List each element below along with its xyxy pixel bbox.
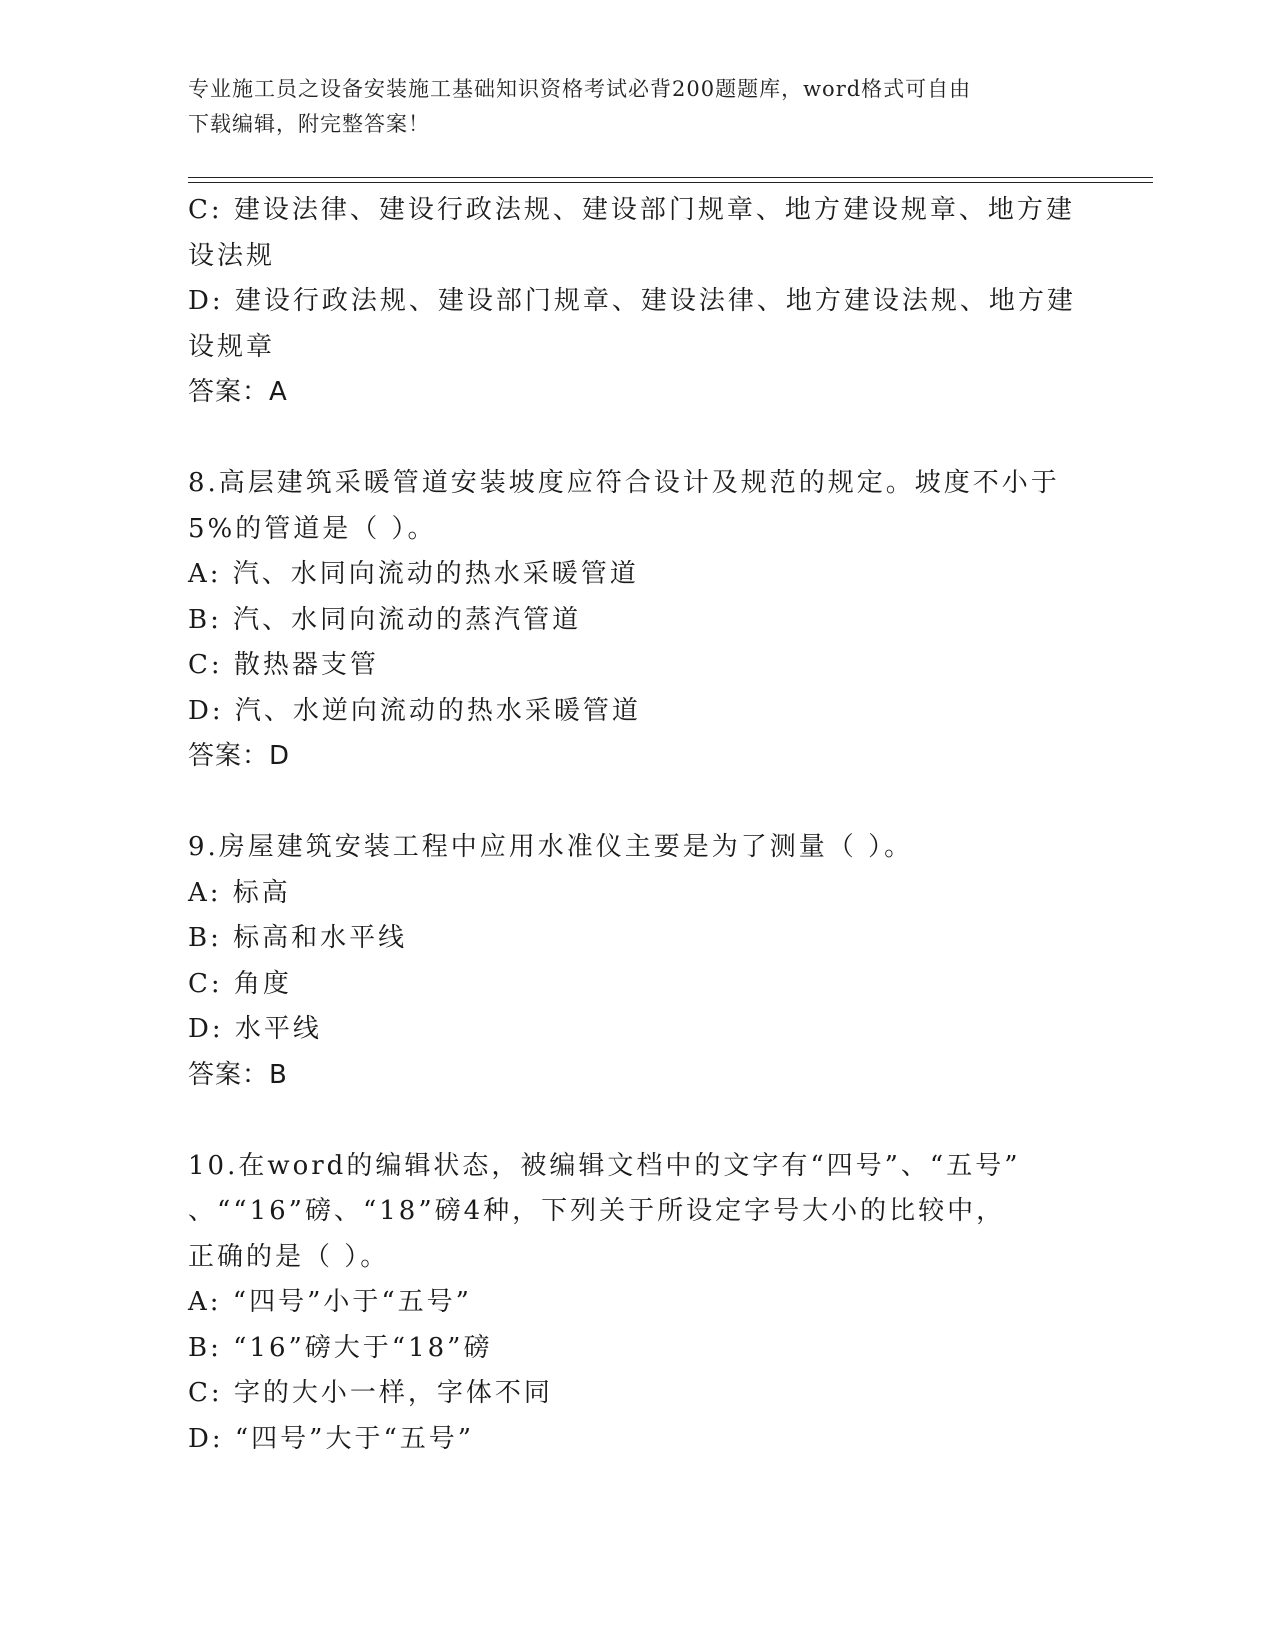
q7-option-d-line-1: D: 建设行政法规、建设部门规章、建设法律、地方建设法规、地方建	[188, 286, 1076, 316]
q10-option-d: D: “四号”大于“五号”	[188, 1423, 475, 1454]
q10-stem-line-3: 正确的是（ ）。	[188, 1241, 390, 1272]
header-title-line-1: 专业施工员之设备安装施工基础知识资格考试必背200题题库，word格式可自由	[188, 77, 972, 101]
q9-option-a: A: 标高	[188, 877, 291, 908]
q10-option-b: B: “16”磅大于“18”磅	[188, 1332, 493, 1363]
q9-option-c: C: 角度	[188, 968, 292, 999]
q8-option-b: B: 汽、水同向流动的蒸汽管道	[188, 604, 582, 635]
question-8	[188, 461, 1068, 780]
q7-answer: 答案：A	[188, 377, 288, 407]
q9-answer: 答案：B	[188, 1059, 288, 1090]
q10-option-c: C: 字的大小一样，字体不同	[188, 1378, 553, 1408]
question-9	[188, 825, 1068, 1098]
q7-option-c-line-1: C: 建设法律、建设行政法规、建设部门规章、地方建设规章、地方建	[188, 195, 1075, 225]
question-7-tail	[188, 188, 1076, 416]
header-title-line-2: 下载编辑，附完整答案！	[188, 112, 430, 136]
question-10	[188, 1144, 1068, 1463]
q9-option-b: B: 标高和水平线	[188, 923, 408, 953]
spacer	[188, 416, 1068, 462]
spacer	[188, 780, 1068, 826]
q8-stem-line-2: 5%的管道是（ ）。	[188, 513, 437, 544]
q9-stem-line-1: 9.房屋建筑安装工程中应用水准仪主要是为了测量（ ）。	[188, 832, 914, 862]
q10-stem-line-2: 、““16”磅、“18”磅4种，下列关于所设定字号大小的比较中，	[188, 1196, 1006, 1226]
q9-option-d: D: 水平线	[188, 1014, 322, 1044]
q7-option-c-line-2: 设法规	[188, 240, 276, 271]
spacer	[188, 1098, 1068, 1144]
q7-option-d-line-2: 设规章	[188, 331, 276, 362]
q8-option-c: C: 散热器支管	[188, 650, 379, 680]
q8-option-d: D: 汽、水逆向流动的热水采暖管道	[188, 695, 641, 726]
q10-stem-line-1: 10.在word的编辑状态，被编辑文档中的文字有“四号”、“五号”	[188, 1150, 1021, 1181]
q8-option-a: A: 汽、水同向流动的热水采暖管道	[188, 559, 639, 589]
q10-option-a: A: “四号”小于“五号”	[188, 1287, 472, 1317]
question-content	[188, 188, 1076, 1462]
q8-answer: 答案：D	[188, 741, 291, 771]
header-divider-top	[188, 177, 1153, 178]
document-header	[188, 72, 1068, 142]
header-divider-bottom	[188, 182, 1153, 183]
q8-stem-line-1: 8.高层建筑采暖管道安装坡度应符合设计及规范的规定。坡度不小于	[188, 468, 1060, 498]
